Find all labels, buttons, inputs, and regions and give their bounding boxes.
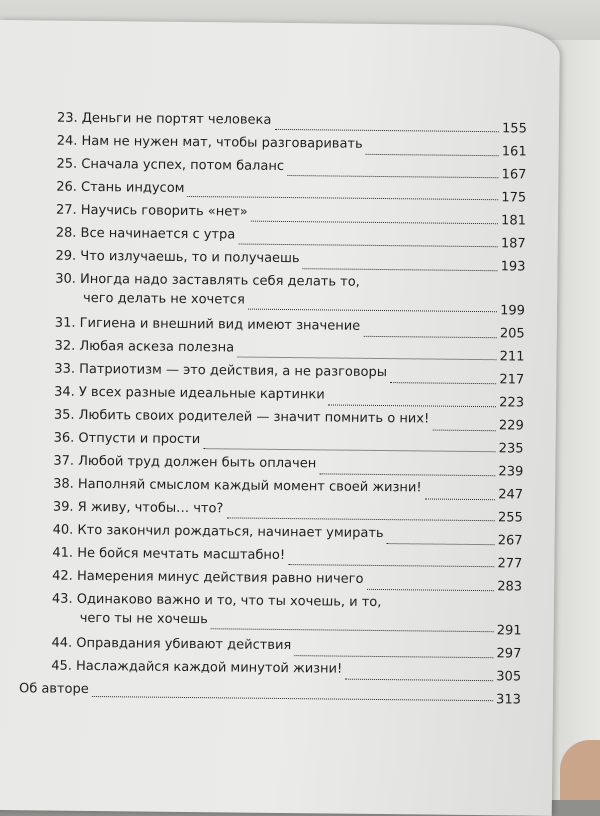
toc-entry-title: 38. Наполняй смыслом каждый момент своей жизни! xyxy=(53,476,422,496)
toc-page-number: 193 xyxy=(500,259,526,275)
toc-entry-title: 31. Гигиена и внешний вид имеют значение xyxy=(54,315,361,334)
toc-page-number: 155 xyxy=(501,121,527,137)
toc-leader-dots xyxy=(345,678,493,682)
toc-leader-dots xyxy=(237,355,496,360)
toc-leader-dots xyxy=(319,472,495,476)
toc-entry-title: 37. Любой труд должен быть оплачен xyxy=(53,453,317,472)
toc-entry-title: 23. Деньги не портят человека xyxy=(56,110,272,128)
toc-leader-dots xyxy=(303,267,498,271)
toc-entry-title: 24. Нам не нужен мат, чтобы разговаривать xyxy=(56,133,363,152)
toc-page-number: 277 xyxy=(497,556,523,572)
toc-leader-dots xyxy=(425,497,495,500)
toc-entry-title: Об авторе xyxy=(18,681,89,697)
toc-page-number: 187 xyxy=(500,236,526,252)
toc-leader-dots xyxy=(92,695,493,701)
toc-entry-title: 25. Сначала успех, потом баланс xyxy=(56,156,285,174)
toc-entry-title: 43. Одинаково важно и то, что ты хочешь, и то, xyxy=(51,591,382,611)
toc-page-number: 247 xyxy=(498,487,524,503)
toc-entry-title: 26. Стань индусом xyxy=(56,179,185,196)
toc-page-number: 229 xyxy=(498,418,524,434)
toc-page-number: 313 xyxy=(496,692,521,708)
book-page xyxy=(0,20,560,816)
toc-page-number: 211 xyxy=(499,349,525,365)
toc-entry-title: 41. Не бойся мечтать масштабно! xyxy=(52,545,286,564)
toc-leader-dots xyxy=(288,563,494,567)
toc-entry-title: 29. Что излучаешь, то и получаешь xyxy=(55,248,300,267)
toc-page-number: 297 xyxy=(496,646,522,662)
toc-page-number: 267 xyxy=(497,533,523,549)
toc-entry-title: 30. Иногда надо заставлять себя делать то, xyxy=(55,271,360,290)
toc-entry-title: 34. У всех разные идеальные картинки xyxy=(54,384,325,403)
toc-leader-dots xyxy=(203,447,495,452)
toc-leader-dots xyxy=(328,403,496,407)
toc-page-number: 167 xyxy=(501,167,527,183)
toc-leader-dots xyxy=(188,195,499,200)
toc-page-number: 255 xyxy=(497,510,523,526)
toc-page-number: 181 xyxy=(501,213,527,229)
toc-leader-dots xyxy=(387,543,495,546)
toc-leader-dots xyxy=(363,335,497,338)
toc-page-number: 161 xyxy=(501,144,527,160)
toc-entry-title: 40. Кто закончил рождаться, начинает умирать xyxy=(52,522,384,542)
toc-entry-title-continued: чего делать не хочется xyxy=(83,290,245,308)
toc-page-number: 283 xyxy=(497,579,523,595)
toc-entry-title: 44. Оправдания убивают действия xyxy=(51,635,292,654)
toc-page-number: 217 xyxy=(499,372,525,388)
toc-leader-dots xyxy=(432,428,496,431)
toc-leader-dots xyxy=(366,153,499,156)
toc-entry-title: 35. Любить своих родителей — значит помнить о них! xyxy=(53,407,430,427)
toc-entry-title: 27. Научись говорить «нет» xyxy=(55,202,248,220)
toc-entry xyxy=(55,270,525,319)
toc-leader-dots xyxy=(287,174,498,178)
toc-entry xyxy=(52,590,522,639)
toc-entry-title: 33. Патриотизм — это действия, а не разговоры xyxy=(54,361,388,381)
toc-entry-title: 28. Все начинается с утра xyxy=(55,225,236,243)
toc-page-number: 223 xyxy=(499,395,525,411)
toc-entry-title: 32. Любая аскеза полезна xyxy=(54,338,235,356)
toc-entry-about-author xyxy=(18,680,521,708)
toc-leader-dots xyxy=(390,382,496,385)
toc-leader-dots xyxy=(367,588,495,591)
toc-entry-title: 39. Я живу, чтобы… что? xyxy=(52,499,224,517)
toc-leader-dots xyxy=(226,516,494,521)
toc-page-number: 205 xyxy=(499,326,525,342)
toc-entry-title: 36. Отпусти и прости xyxy=(53,430,201,448)
toc-entry-title: 45. Наслаждайся каждой минутой жизни! xyxy=(51,658,343,677)
toc-entry-title-continued: чего ты не хочешь xyxy=(79,610,208,628)
toc-leader-dots xyxy=(274,128,499,132)
toc-leader-dots xyxy=(211,627,494,632)
toc-page-number: 199 xyxy=(500,303,526,319)
toc-page-number: 239 xyxy=(498,464,524,480)
toc-leader-dots xyxy=(248,308,497,313)
toc-page-number: 235 xyxy=(498,441,524,457)
toc-page-number: 291 xyxy=(496,623,522,639)
toc-leader-dots xyxy=(238,242,497,247)
toc-page-number: 305 xyxy=(496,669,522,685)
toc-entry-title: 42. Намерения минус действия равно ничего xyxy=(52,568,364,587)
toc-leader-dots xyxy=(251,220,498,225)
table-of-contents xyxy=(18,109,527,708)
toc-leader-dots xyxy=(294,654,493,658)
toc-page-number: 175 xyxy=(501,190,527,206)
